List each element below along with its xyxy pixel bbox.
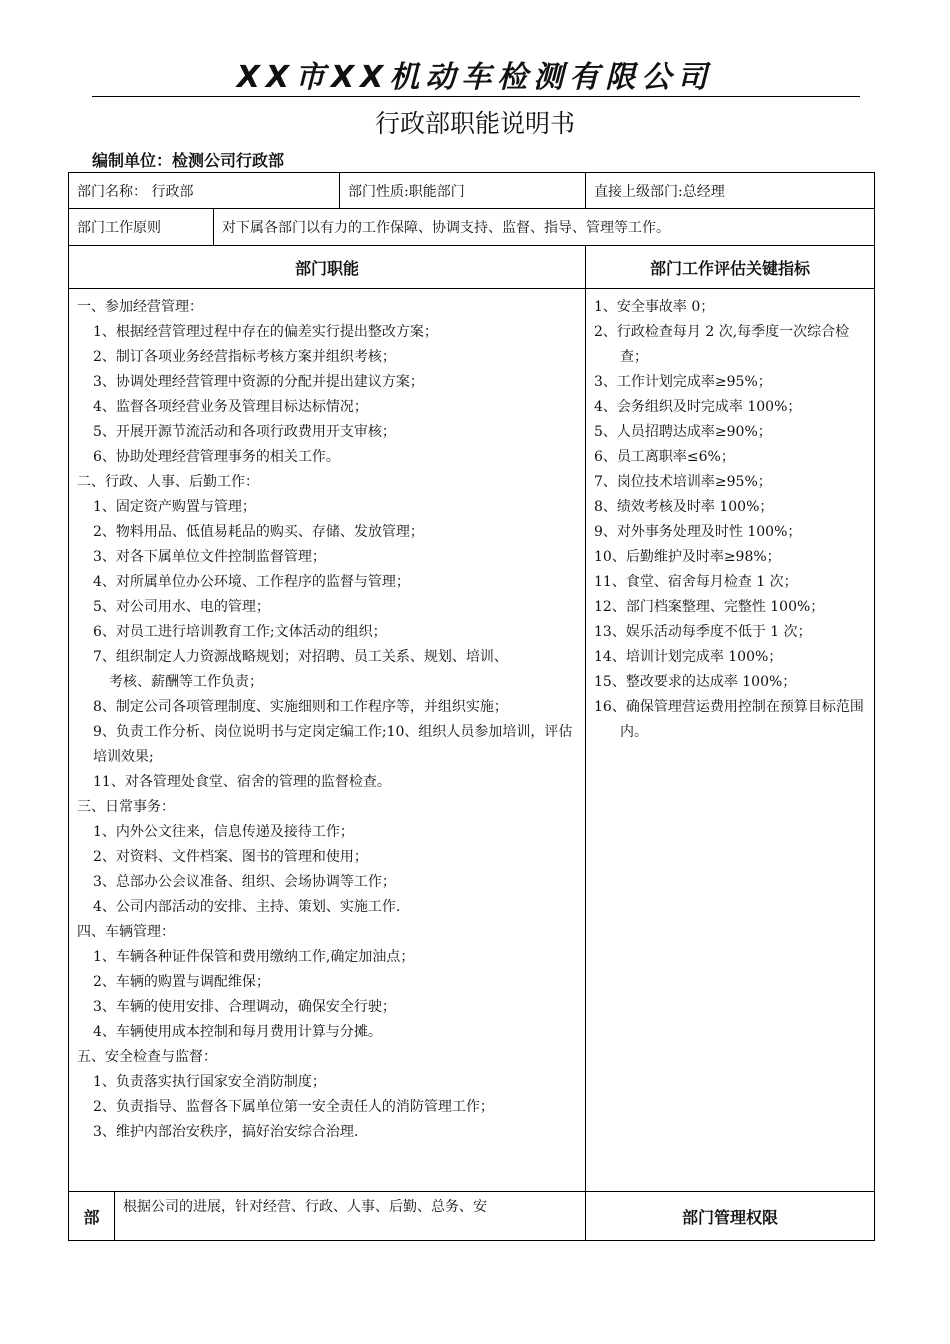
section-header-row — [69, 246, 875, 289]
info-row — [69, 173, 875, 209]
duty-item: 1、内外公文往来，信息传递及接待工作； — [93, 824, 354, 840]
kpi-item: 6、员工离职率≤6%； — [594, 449, 735, 465]
function-table — [68, 172, 875, 1241]
duty-item: 一、参加经营管理： — [77, 299, 203, 315]
duty-item: 11、对各管理处食堂、宿舍的管理的监督检查。 — [93, 774, 391, 790]
duty-item: 1、车辆各种证件保管和费用缴纳工作,确定加油点； — [93, 949, 415, 965]
duty-item: 6、协助处理经营管理事务的相关工作。 — [93, 449, 340, 465]
content-row — [69, 289, 875, 1192]
duty-item: 考核、薪酬等工作负责； — [109, 674, 263, 690]
principle-text: 对下属各部门以有力的工作保障、协调支持、监督、指导、管理等工作。 — [214, 209, 875, 246]
duty-item: 2、车辆的购置与调配维保； — [93, 974, 270, 990]
duty-item: 1、固定资产购置与管理； — [93, 499, 256, 515]
header-divider — [92, 96, 860, 97]
kpi-item: 15、整改要求的达成率 100%； — [594, 674, 797, 690]
kpi-item: 14、培训计划完成率 100%； — [594, 649, 783, 665]
duty-item: 3、车辆的使用安排、合理调动，确保安全行驶； — [93, 999, 396, 1015]
duty-item: 五、安全检查与监督： — [77, 1049, 217, 1065]
dept-nature-cell: 部门性质:职能部门 — [340, 173, 586, 209]
kpi-item: 2、行政检查每月 2 次,每季度一次综合检查； — [594, 324, 850, 365]
kpi-item: 12、部门档案整理、完整性 100%； — [594, 599, 825, 615]
duty-item: 2、对资料、文件档案、图书的管理和使用； — [93, 849, 368, 865]
duty-item: 5、对公司用水、电的管理； — [93, 599, 270, 615]
duty-item: 1、根据经营管理过程中存在的偏差实行提出整改方案； — [93, 324, 438, 340]
kpi-item: 7、岗位技术培训率≥95%； — [594, 474, 772, 490]
kpi-item: 1、安全事故率 0； — [594, 299, 715, 315]
duty-item: 2、物料用品、低值易耗品的购买、存储、发放管理； — [93, 524, 424, 540]
duty-item: 7、组织制定人力资源战略规划；对招聘、员工关系、规划、培训、 — [93, 649, 508, 665]
duty-item: 三、日常事务： — [77, 799, 175, 815]
kpi-item: 4、会务组织及时完成率 100%； — [594, 399, 802, 415]
duty-item: 3、对各下属单位文件控制监督管理； — [93, 549, 326, 565]
duty-item: 3、维护内部治安秩序，搞好治安综合治理. — [93, 1124, 359, 1140]
kpi-item: 13、娱乐活动每季度不低于 1 次； — [594, 624, 812, 640]
authority-header: 部门管理权限 — [586, 1192, 875, 1241]
company-name: XX市XX机动车检测有限公司 — [236, 60, 714, 95]
kpi-item: 16、确保管理营运费用控制在预算目标范围内。 — [594, 699, 864, 740]
kpi-item: 3、工作计划完成率≥95%； — [594, 374, 772, 390]
kpi-item: 10、后勤维护及时率≥98%； — [594, 549, 781, 565]
duty-item: 2、制订各项业务经营指标考核方案并组织考核； — [93, 349, 396, 365]
authority-text: 根据公司的进展，针对经营、行政、人事、后勤、总务、安 — [115, 1192, 586, 1241]
kpi-item: 5、人员招聘达成率≥90%； — [594, 424, 772, 440]
duty-item: 8、制定公司各项管理制度、实施细则和工作程序等，并组织实施； — [93, 699, 508, 715]
kpi-list — [586, 289, 875, 1192]
duties-list — [69, 289, 586, 1192]
dept-name-cell: 部门名称： 行政部 — [69, 173, 340, 209]
duty-item: 5、开展开源节流活动和各项行政费用开支审核； — [93, 424, 396, 440]
duty-item: 4、对所属单位办公环境、工作程序的监督与管理； — [93, 574, 410, 590]
duty-item: 3、协调处理经营管理中资源的分配并提出建议方案； — [93, 374, 424, 390]
duty-item: 四、车辆管理： — [77, 924, 175, 940]
duty-item: 3、总部办公会议准备、组织、会场协调等工作； — [93, 874, 396, 890]
duty-item: 4、公司内部活动的安排、主持、策划、实施工作. — [93, 899, 401, 915]
duty-item: 4、监督各项经营业务及管理目标达标情况； — [93, 399, 368, 415]
document-title: 行政部职能说明书 — [374, 109, 575, 138]
duty-item: 2、负责指导、监督各下属单位第一安全责任人的消防管理工作； — [93, 1099, 494, 1115]
duties-header: 部门职能 — [69, 246, 586, 289]
duty-item: 9、负责工作分析、岗位说明书与定岗定编工作;10、组织人员参加培训，评估培训效果; — [93, 724, 573, 765]
superior-cell: 直接上级部门:总经理 — [586, 173, 875, 209]
kpi-item: 11、食堂、宿舍每月检查 1 次； — [594, 574, 798, 590]
duty-item: 6、对员工进行培训教育工作;文体活动的组织； — [93, 624, 387, 640]
duty-item: 4、车辆使用成本控制和每月费用计算与分摊。 — [93, 1024, 382, 1040]
compiler-unit: 编制单位：检测公司行政部 — [92, 151, 285, 170]
principle-row — [69, 209, 875, 246]
authority-side-label: 部 — [69, 1192, 115, 1241]
kpi-item: 8、绩效考核及时率 100%； — [594, 499, 774, 515]
duty-item: 二、行政、人事、后勤工作： — [77, 474, 259, 490]
authority-row — [69, 1192, 875, 1241]
duty-item: 1、负责落实执行国家安全消防制度； — [93, 1074, 326, 1090]
kpi-header: 部门工作评估关键指标 — [586, 246, 875, 289]
kpi-item: 9、对外事务处理及时性 100%； — [594, 524, 802, 540]
principle-label: 部门工作原则 — [69, 209, 214, 246]
